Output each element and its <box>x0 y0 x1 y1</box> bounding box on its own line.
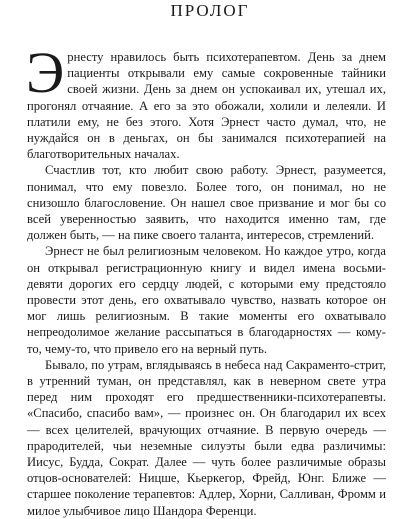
drop-cap: Э <box>26 40 65 105</box>
paragraph-2: Счастлив тот, кто любит свою работу. Эрнест, разумеется, понимал, что ему повезло. Более того, он понимал, но не снизошло благословение. Он нашел свое призвание и мог бы со всей уверенностью заявить, что находится именно там, где должен быть, — на пике своего таланта, интересов, стремлений. <box>27 163 386 243</box>
paragraph-3: Эрнест не был религиозным человеком. Но каждое утро, когда он открывал регистрационную книгу и видел имена восьми-девяти дорогих его сердцу людей, с которыми ему предстояло провести этот день, его охватывало чувство, назвать которое он мог лишь религиозным. В такие моменты его охватывало непреодолимое желание рассыпаться в благодарностях — кому-то, чему-то, что привело его на верный путь. <box>27 244 386 356</box>
paragraph-1-text: рнесту нравилось быть психотерапевтом. День за днем пациенты открывали ему самые сокровенные тайники своей жизни. День за днем он успокаивал их, утешал их, прогонял отчаяние. А его за это обожали, холили и лелеяли. И платили ему, не без этого. Хотя Эрнест часто думал, что, не нуждайся он в деньгах, он бы занимался психотерапией на благотворительных началах. <box>27 50 386 162</box>
body-text <box>26 40 386 519</box>
paragraph-4: Бывало, по утрам, вглядываясь в небеса над Сакраменто-стрит, в утренний туман, он представлял, как в неверном свете утра перед ним проходят его предшественники-психотерапевты. «Спасибо, спасибо вам», — произнес он. Он благодарил их всех — всех целителей, врачующих отчаяние. В первую очередь — прародителей, чьи неземные силуэты были едва различимы: Иисус, Будда, Сократ. Далее — чуть более различимые образы отцов-основателей: Ницше, Кьеркегор, Фрейд, Юнг. Ближе — старшее поколение терапевтов: Адлер, Хорни, Салливан, Фромм и милое улыбчивое лицо Шандора Ференци. <box>27 357 386 518</box>
chapter-title: ПРОЛОГ <box>170 1 250 20</box>
paragraph-1 <box>26 40 386 162</box>
